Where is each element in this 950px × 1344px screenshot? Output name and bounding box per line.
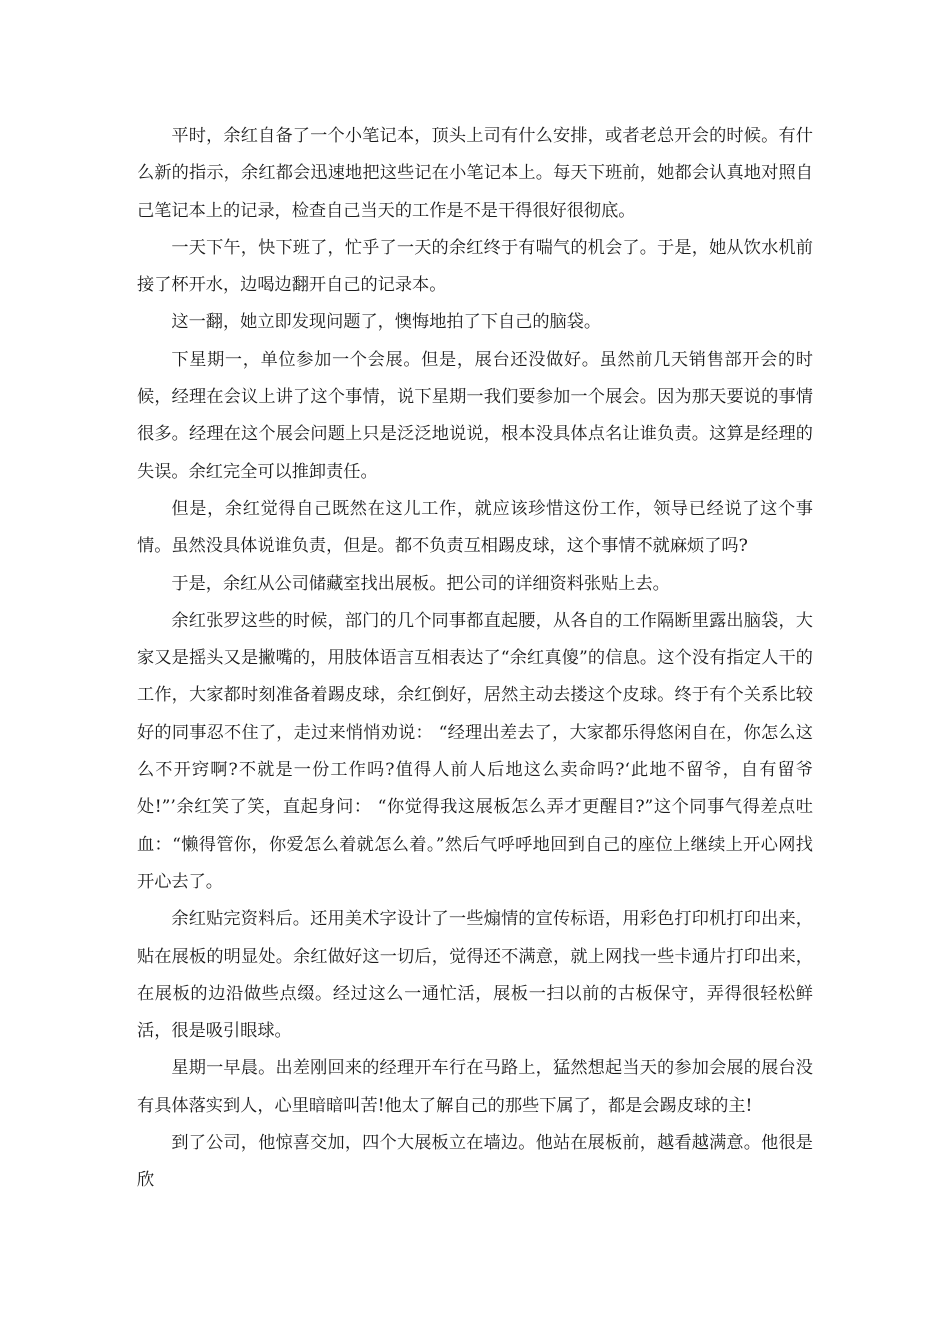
paragraph-7: 余红张罗这些的时候，部门的几个同事都直起腰，从各自的工作隔断里露出脑袋，大家又是摇头又是撇嘴的，用肢体语言互相表达了“余红真傻”的信息。这个没有指定人干的工作，大家都时刻准备着踢皮球，余红倒好，居然主动去搂这个皮球。终于有个关系比较好的同事忍不住了，走过来悄悄劝说： “经理出差去了，大家都乐得悠闲自在，你怎么这么不开窍啊?不就是一份工作吗?值得人前人后地这么卖命吗?‘此地不留爷，自有留爷处!”’余红笑了笑，直起身问： “你觉得我这展板怎么弄才更醒目?”这个同事气得差点吐血：“懒得管你，你爱怎么着就怎么着。”然后气呼呼地回到自己的座位上继续上开心网找开心去了。 — [137, 610, 813, 892]
paragraph-3: 这一翻，她立即发现问题了，懊悔地拍了下自己的脑袋。 — [171, 312, 602, 333]
paragraph-5: 但是，余红觉得自己既然在这儿工作，就应该珍惜这份工作，领导已经说了这个事情。虽然没具体说谁负责，但是。都不负责互相踢皮球，这个事情不就麻烦了吗? — [137, 498, 813, 557]
paragraph-10: 到了公司，他惊喜交加，四个大展板立在墙边。他站在展板前，越看越满意。他很是欣 — [137, 1133, 813, 1191]
paragraph-8: 余红贴完资料后。还用美术字设计了一些煽情的宣传标语，用彩色打印机打印出来，贴在展板的明显处。余红做好这一切后，觉得还不满意，就上网找一些卡通片打印出来，在展板的边沿做些点缀。经过这么一通忙活，展板一扫以前的古板保守，弄得很轻松鲜活，很是吸引眼球。 — [137, 909, 813, 1042]
paragraph-2: 一天下午，快下班了，忙乎了一天的余红终于有喘气的机会了。于是，她从饮水机前接了杯开水，边喝边翻开自己的记录本。 — [137, 237, 813, 296]
paragraph-6: 于是，余红从公司储藏室找出展板。把公司的详细资料张贴上去。 — [171, 573, 670, 594]
paragraph-1: 平时，余红自备了一个小笔记本，顶头上司有什么安排，或者老总开会的时候。有什么新的指示，余红都会迅速地把这些记在小笔记本上。每天下班前，她都会认真地对照自己笔记本上的记录，检查自己当天的工作是不是干得很好很彻底。 — [137, 126, 813, 221]
paragraph-4: 下星期一，单位参加一个会展。但是，展台还没做好。虽然前几天销售部开会的时候，经理在会议上讲了这个事情，说下星期一我们要参加一个展会。因为那天要说的事情很多。经理在这个展会问题上只是泛泛地说说，根本没具体点名让谁负责。这算是经理的失误。余红完全可以推卸责任。 — [137, 349, 813, 482]
body-text — [137, 118, 813, 1200]
paragraph-9: 星期一早晨。出差刚回来的经理开车行在马路上，猛然想起当天的参加会展的展台没有具体落实到人，心里暗暗叫苦!他太了解自己的那些下属了，都是会踢皮球的主! — [137, 1058, 813, 1116]
